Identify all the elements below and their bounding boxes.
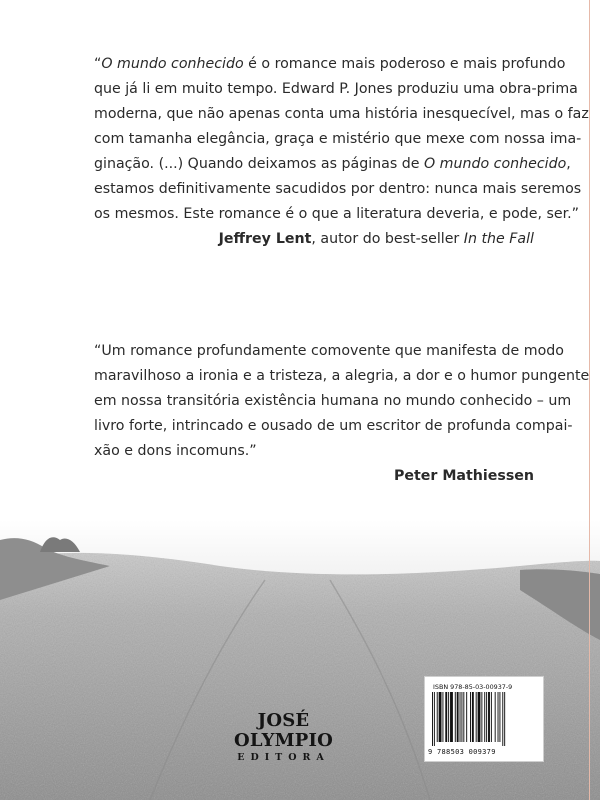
barcode-bar <box>466 692 467 742</box>
barcode-bar <box>461 692 462 742</box>
barcode-bar <box>434 692 435 746</box>
blurb-text-run: os mesmos. Este romance é o que a literatura deveria, e pode, ser.” <box>94 206 580 222</box>
publisher-subtitle: EDITORA <box>237 752 330 763</box>
blurb-line <box>94 127 582 152</box>
blurb-line: “Um romance profundamente comovente que manifesta de modo <box>94 343 564 359</box>
blurb-line: xão e dons incomuns.” <box>94 443 257 459</box>
barcode-bar <box>478 692 481 742</box>
blurb-text-run: “ <box>94 56 102 72</box>
blurb-line <box>94 177 582 202</box>
barcode-bar <box>463 692 464 742</box>
barcode-bar <box>498 692 499 742</box>
isbn-barcode <box>424 676 544 762</box>
barcode-bars <box>431 692 537 746</box>
barcode-bar <box>504 692 505 746</box>
right-edge-rule <box>589 0 590 800</box>
attribution-book-title: In the Fall <box>463 231 534 247</box>
blurb-text-run: com tamanha elegância, graça e mistério que mexe com nossa ima- <box>94 131 582 147</box>
publisher-name: JOSÉ OLYMPIO <box>234 710 333 751</box>
blurb-line <box>94 77 578 102</box>
attribution-name: Jeffrey Lent <box>218 231 312 247</box>
blurb-line <box>94 102 589 127</box>
blurb-line: livro forte, intrincado e ousado de um escritor de profunda compai- <box>94 418 573 434</box>
blurb-text-run: ginação. (...) Quando deixamos as páginas de <box>94 156 424 172</box>
blurb-text-run: estamos definitivamente sacudidos por dentro: nunca mais seremos <box>94 181 582 197</box>
blurb-peter-mathiessen-text <box>94 339 590 464</box>
barcode-bar <box>476 692 477 742</box>
publisher-logo <box>206 711 361 764</box>
barcode-bar <box>460 692 461 742</box>
book-title-italic: O mundo conhecido <box>423 156 567 172</box>
barcode-bar <box>486 692 487 742</box>
blurb-jeffrey-lent <box>94 52 589 252</box>
blurb-text-run: moderna, que não apenas conta uma história inesquecível, mas o faz <box>94 106 589 122</box>
blurb-line: em nossa transitória existência humana no mundo conhecido – um <box>94 393 572 409</box>
barcode-bar <box>470 692 471 742</box>
barcode-bar <box>432 692 433 746</box>
barcode-bar <box>488 692 490 742</box>
blurb-text-run: que já li em muito tempo. Edward P. Jones produziu uma obra-prima <box>94 81 578 97</box>
blurb-line <box>94 152 571 177</box>
barcode-bar <box>448 692 449 742</box>
barcode-bar <box>484 692 485 742</box>
barcode-bar <box>502 692 503 746</box>
barcode-bar <box>481 692 482 742</box>
barcode-bar <box>499 692 500 742</box>
barcode-bar <box>442 692 443 742</box>
blurb-peter-mathiessen <box>94 339 590 489</box>
barcode-bar <box>450 692 453 742</box>
blurb-attribution <box>94 464 534 489</box>
barcode-bar <box>439 692 442 742</box>
attribution-name: Peter Mathiessen <box>393 468 534 484</box>
barcode-bar <box>445 692 447 742</box>
blurb-attribution <box>94 227 534 252</box>
blurb-text-run: , <box>566 156 571 172</box>
barcode-bar <box>457 692 459 742</box>
blurb-line <box>94 202 580 227</box>
barcode-digits: 9 788503 009379 <box>428 748 496 756</box>
barcode-bar <box>491 692 492 742</box>
barcode-bar <box>437 692 438 742</box>
isbn-text: ISBN 978-85-03-00937-9 <box>433 683 513 691</box>
barcode-bar <box>455 692 456 742</box>
book-title-italic: O mundo conhecido <box>101 56 244 72</box>
attribution-note: , autor do best-seller <box>311 231 464 247</box>
blurb-line: maravilhoso a ironia e a tristeza, a alegria, a dor e o humor pungente <box>94 368 590 384</box>
blurb-line <box>94 52 566 77</box>
barcode-bar <box>495 692 496 742</box>
barcode-bar <box>472 692 474 742</box>
blurb-text-run: é o romance mais poderoso e mais profundo <box>243 56 566 72</box>
blurb-jeffrey-lent-text <box>94 52 589 227</box>
